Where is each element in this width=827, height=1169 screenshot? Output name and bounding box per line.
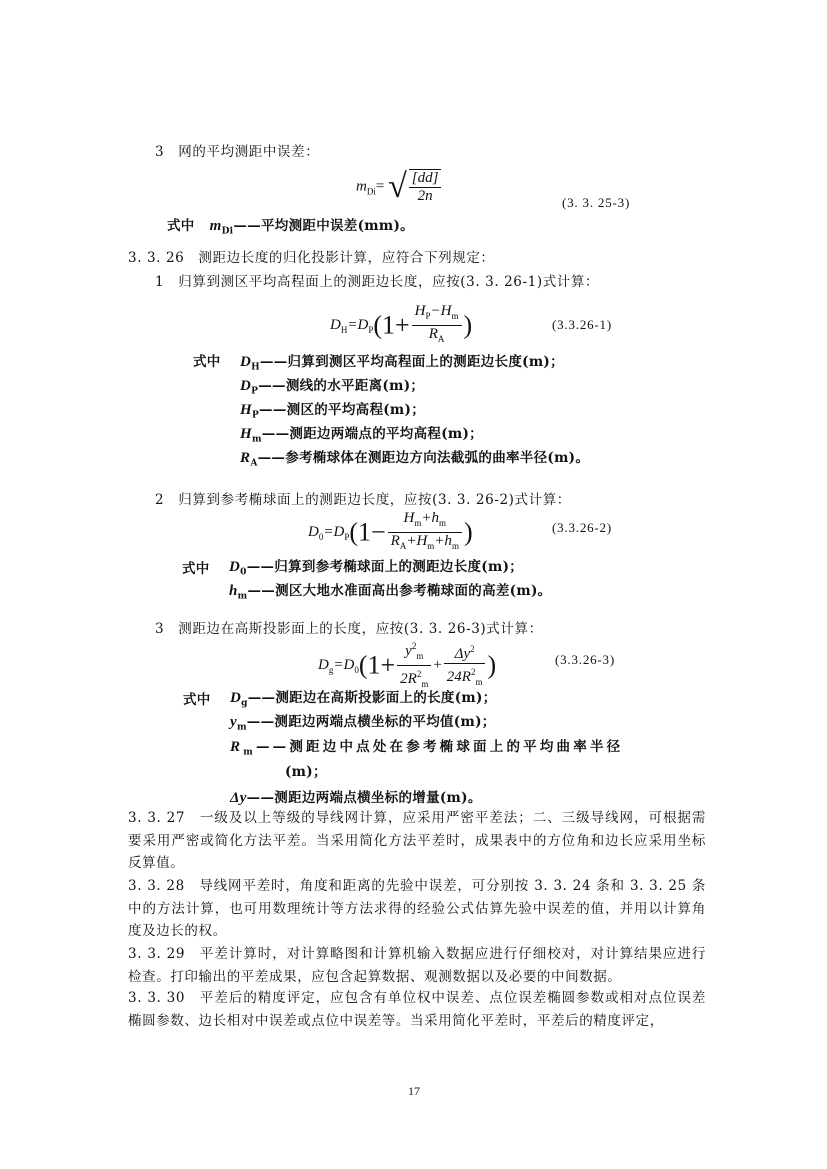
clause-3-3-27: 3. 3. 27 一级及以上等级的导线网计算，应采用严密平差法；二、三级导线网，可根据需要采用严密或简化方法平差。当采用简化方法平差时，成果表中的方位角和边长应采用坐标反算值。: [128, 810, 706, 871]
clause-3-3-30: 3. 3. 30 平差后的精度评定，应包含有单位权中误差、点位误差椭圆参数或相对点位误差椭圆参数、边长相对中误差或点位中误差等。当采用简化平差时，平差后的精度评定，: [128, 990, 706, 1029]
legend-item: $h_m——$测区大地水准面高出参考椭球面的高差(m)。: [229, 583, 552, 602]
legend-item: $H_P——$测区的平均高程(m)；: [240, 402, 426, 421]
fraction: $\frac{\Delta y^2}{24R^2_m}$: [444, 641, 486, 691]
legend-item: $D_H——$归算到测区平均高程面上的测距边长度(m)；: [240, 354, 564, 373]
equation-3-3-26-2: $D_0=D_P(1-$ $\frac{H_m+h_m}{R_A+H_m+h_m}$ ): [308, 510, 473, 555]
legend-item: $R_A——$参考椭球体在测距边方向法截弧的曲率半径(m)。: [240, 450, 590, 469]
legend-prefix: 式中: [182, 561, 210, 577]
sqrt-sign: √: [388, 168, 407, 205]
legend-prefix: 式中: [183, 692, 211, 708]
item-1: 1 归算到测区平均高程面上的测距边长度，应按(3. 3. 26-1)式计算：: [155, 274, 600, 290]
fraction: $\frac{y^2_m}{2R^2_m}$: [397, 638, 431, 693]
item-3-mean-error: 3 网的平均测距中误差：: [155, 144, 320, 160]
equation-number-3-3-26-1: (3.3.26-1): [552, 317, 612, 332]
legend-item: $y_m——$测距边两端点横坐标的平均值(m)；: [230, 714, 496, 733]
equation-number-3-3-25-3: (3. 3. 25-3): [562, 195, 631, 210]
legend-item: $D_g——$测距边在高斯投影面上的长度(m)；: [230, 690, 497, 709]
clause-3-3-26: 3. 3. 26 测距边长度的归化投影计算，应符合下列规定：: [128, 250, 495, 266]
sqrt-fraction: $\frac{[dd]}{2n}$: [409, 169, 442, 205]
legend-item: $R_m——$测距边中点处在参考椭球面上的平均曲率半径: [230, 739, 624, 758]
legend-item: $D_P——$测线的水平距离(m)；: [240, 378, 425, 397]
legend-item: $H_m——$测距边两端点的平均高程(m)；: [240, 426, 483, 445]
equation-3-3-25-3: $m_{Di}=$ √ $\frac{[dd]}{2n}$: [356, 168, 443, 206]
fraction: $\frac{H_m+h_m}{R_A+H_m+h_m}$: [388, 510, 462, 555]
clause-3-3-28: 3. 3. 28 导线网平差时，角度和距离的先验中误差，可分别按 3. 3. 24 条和 3. 3. 25 条中的方法计算，也可用数理统计等方法求得的经验公式估算先验中误差的值，并用以计算角度及边长的权。: [128, 878, 706, 939]
equation-number-3-3-26-3: (3.3.26-3): [555, 652, 615, 667]
page-number: 17: [408, 1084, 420, 1098]
legend-item: $D_0——$归算到参考椭球面上的测距边长度(m)；: [229, 559, 524, 578]
item-2: 2 归算到参考椭球面上的测距边长度，应按(3. 3. 26-2)式计算：: [155, 492, 571, 508]
fraction: $\frac{H_P-H_m}{R_A}$: [412, 303, 462, 348]
equation-3-3-26-3: $D_g=D_0(1+$ $\frac{y^2_m}{2R^2_m}$ + $\frac{\Delta y^2}{24R^2_m}$ ): [318, 638, 496, 693]
legend-3-3-25-3: 式中 $m_{Di}——$平均测距中误差(mm)。: [167, 218, 414, 237]
equation-number-3-3-26-2: (3.3.26-2): [552, 520, 612, 535]
legend-prefix: 式中: [193, 354, 221, 370]
legend-item: Δy——测距边两端点横坐标的增量(m)。: [230, 790, 482, 806]
legend-item-continued: (m)；: [285, 764, 327, 780]
equation-3-3-26-1: $D_H=D_P(1+$ $\frac{H_P-H_m}{R_A}$ ): [330, 303, 472, 348]
item-3-gauss: 3 测距边在高斯投影面上的长度，应按(3. 3. 26-3)式计算：: [155, 621, 543, 637]
clause-3-3-29: 3. 3. 29 平差计算时，对计算略图和计算机输入数据应进行仔细校对，对计算结果应进行检查。打印输出的平差成果，应包含起算数据、观测数据以及必要的中间数据。: [128, 946, 706, 985]
